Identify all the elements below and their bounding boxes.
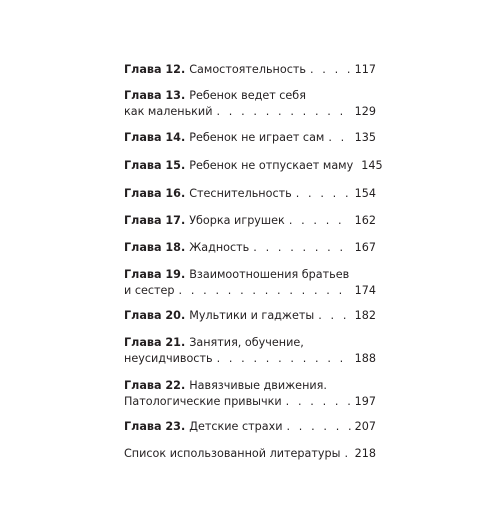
toc-entry [124,378,376,410]
dot-leader [287,419,351,435]
chapter-number: Глава 20. [124,309,186,322]
toc-line [124,283,376,299]
chapter-title: неусидчивость [124,352,213,365]
toc-line [124,419,376,435]
chapter-title-line: Занятия, обучение, [189,336,304,349]
dot-leader [296,186,351,202]
toc-entry [124,88,376,120]
chapter-title: Уборка игрушек [189,214,285,227]
chapter-number: Глава 17. [124,214,186,227]
table-of-contents [124,62,383,462]
chapter-number: Глава 19. [124,268,186,281]
page-number: 162 [354,214,376,227]
toc-entry [124,267,376,299]
toc-entry [124,446,376,462]
toc-entry [124,335,376,367]
chapter-number: Глава 14. [124,131,186,144]
dot-leader [179,283,351,299]
toc-entry [124,419,376,435]
dot-leader [289,213,351,229]
dot-leader [216,104,350,120]
page-number: 154 [354,187,376,200]
toc-line [124,130,376,146]
toc-line [124,446,376,462]
toc-entry [124,240,376,256]
dot-leader [318,308,350,324]
page-number: 167 [354,241,376,254]
chapter-title: как маленький [124,105,213,118]
toc-line [124,378,376,394]
page-number: 207 [354,420,376,433]
toc-line [124,62,376,78]
chapter-title-line: Навязчивые движения. [189,379,327,392]
chapter-number: Глава 12. [124,63,186,76]
page-number: 188 [354,352,376,365]
toc-line [124,158,383,174]
chapter-title: Детские страхи [189,420,283,433]
chapter-title: Стеснительность [189,187,292,200]
chapter-number: Глава 23. [124,420,186,433]
dot-leader [328,130,350,146]
dot-leader [344,446,350,462]
dot-leader [253,240,350,256]
toc-entry [124,213,376,229]
chapter-title: Самостоятельность [189,63,306,76]
dot-leader [217,351,351,367]
chapter-title-line: Ребенок ведет себя [189,89,306,102]
toc-entry [124,158,383,174]
chapter-title: и сестер [124,284,175,297]
toc-entry [124,62,376,78]
chapter-title: Патологические привычки [124,395,282,408]
toc-line [124,240,376,256]
page-number: 129 [354,105,376,118]
toc-entry [124,130,376,146]
toc-line [124,213,376,229]
page-number: 182 [354,309,376,322]
chapter-title: Мультики и гаджеты [189,309,315,322]
chapter-title: Ребенок не отпускает маму [189,159,354,172]
chapter-number: Глава 15. [124,159,186,172]
toc-line [124,186,376,202]
page-number: 117 [354,63,376,76]
toc-entry [124,186,376,202]
chapter-title: Жадность [189,241,250,254]
page-number: 197 [354,395,376,408]
toc-line [124,308,376,324]
page-number: 145 [361,159,383,172]
page-number: 174 [354,284,376,297]
toc-line [124,104,376,120]
toc-line [124,351,376,367]
chapter-number: Глава 13. [124,89,186,102]
page-number: 218 [354,447,376,460]
chapter-number: Глава 21. [124,336,186,349]
chapter-title-line: Взаимоотношения братьев [189,268,350,281]
dot-leader [310,62,351,78]
toc-line [124,394,376,410]
chapter-number: Глава 18. [124,241,186,254]
chapter-title: Ребенок не играет сам [189,131,325,144]
toc-line [124,267,376,283]
toc-line [124,335,376,351]
chapter-number: Глава 16. [124,187,186,200]
toc-line [124,88,376,104]
chapter-number: Глава 22. [124,379,186,392]
dot-leader [286,394,351,410]
page-number: 135 [354,131,376,144]
chapter-title: Список использованной литературы [124,447,341,460]
toc-entry [124,308,376,324]
